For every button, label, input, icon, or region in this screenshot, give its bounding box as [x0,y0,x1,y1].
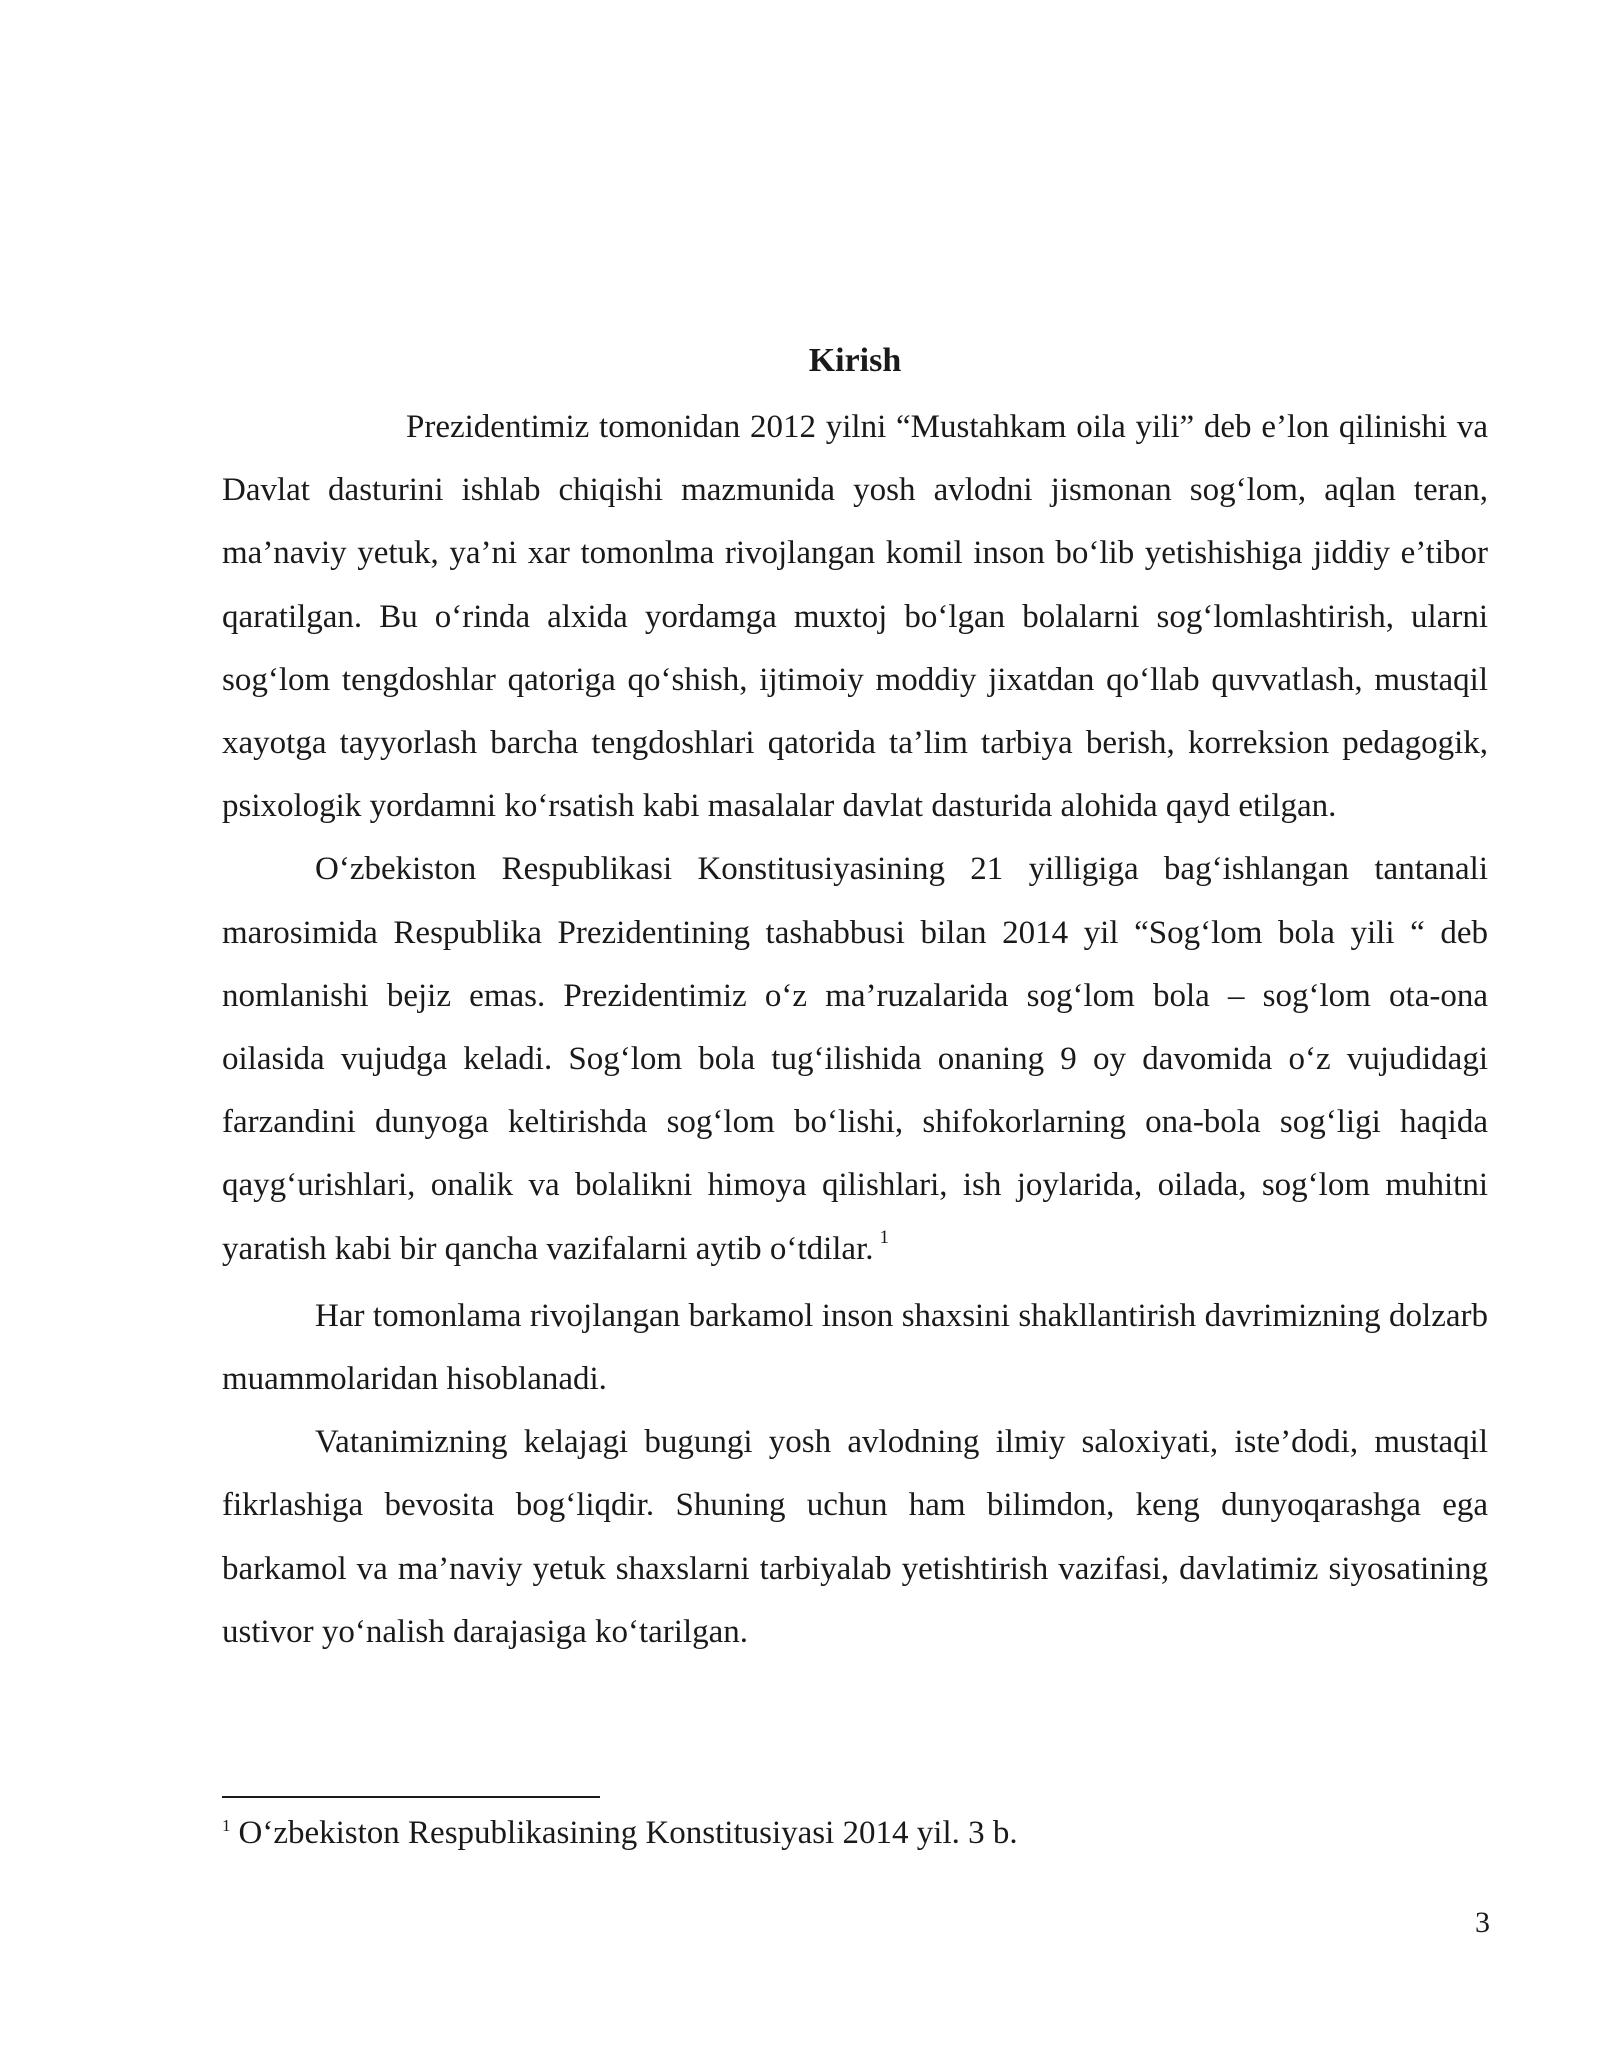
paragraph-1 [222,396,1488,838]
paragraph-3 [222,1285,1488,1411]
paragraph-3-text: Har tomonlama rivojlangan barkamol inson shaxsini shakllantirish davrimizning dolzarb muammolaridan hisoblanadi. [222,1297,1488,1398]
footnote [222,1808,1488,1863]
footnote-divider [222,1796,600,1798]
footnote-mark: 1 [222,1816,231,1835]
paragraph-2-text: O‘zbekiston Respublikasi Konstitusiyasining 21 yilligiga bag‘ishlangan tantanali marosimida Respublika Prezidentining tashabbusi bilan 2014 yil “Sog‘lom bola yili “ deb nomlanishi bejiz emas. Prezidentimiz o‘z ma’ruzalarida sog‘lom bola – sog‘lom ota-ona oilasida vujudga keladi. Sog‘lom bola tug‘ilishida onaning 9 oy davomida o‘z vujudidagi farzandini dunyoga keltirishda sog‘lom bo‘lishi, shifokorlarning ona-bola sog‘ligi haqida qayg‘urishlari, onalik va bolalikni himoya qilishlari, ish joylarida, oilada, sog‘lom muhitni yaratish kabi bir qancha vazifalarni aytib o‘tdilar. [222,851,1488,1267]
body-text [222,396,1488,1664]
paragraph-2 [222,838,1488,1284]
paragraph-4 [222,1411,1488,1664]
paragraph-4-text: Vatanimizning kelajagi bugungi yosh avlodning ilmiy saloxiyati, iste’dodi, mustaqil fikrlashiga bevosita bog‘liqdir. Shuning uchun ham bilimdon, keng dunyoqarashga ega barkamol va ma’naviy yetuk shaxslarni tarbiyalab yetishtirish vazifasi, davlatimiz siyosatining ustivor yo‘nalish darajasiga ko‘tarilgan. [222,1424,1488,1650]
footnote-text: O‘zbekiston Respublikasining Konstitusiyasi 2014 yil. 3 b. [238,1815,1018,1851]
section-title: Kirish [808,342,902,379]
footnote-reference: 1 [879,1226,889,1248]
paragraph-1-text: Prezidentimiz tomonidan 2012 yilni “Mustahkam oila yili” deb e’lon qilinishi va Davlat dasturini ishlab chiqishi mazmunida yosh avlodni jismonan sog‘lom, aqlan teran, ma’naviy yetuk, ya’ni xar tomonlma rivojlangan komil inson bo‘lib yetishishiga jiddiy e’tibor qaratilgan. Bu o‘rinda alxida yordamga muxtoj bo‘lgan bolalarni sog‘lomlashtirish, ularni sog‘lom tengdoshlar qatoriga qo‘shish, ijtimoiy moddiy jixatdan qo‘llab quvvatlash, mustaqil xayotga tayyorlash barcha tengdoshlari qatorida ta’lim tarbiya berish, korreksion pedagogik, psixologik yordamni ko‘rsatish kabi masalalar davlat dasturida alohida qayd etilgan. [222,409,1488,825]
page-number: 3 [1475,1906,1490,1939]
